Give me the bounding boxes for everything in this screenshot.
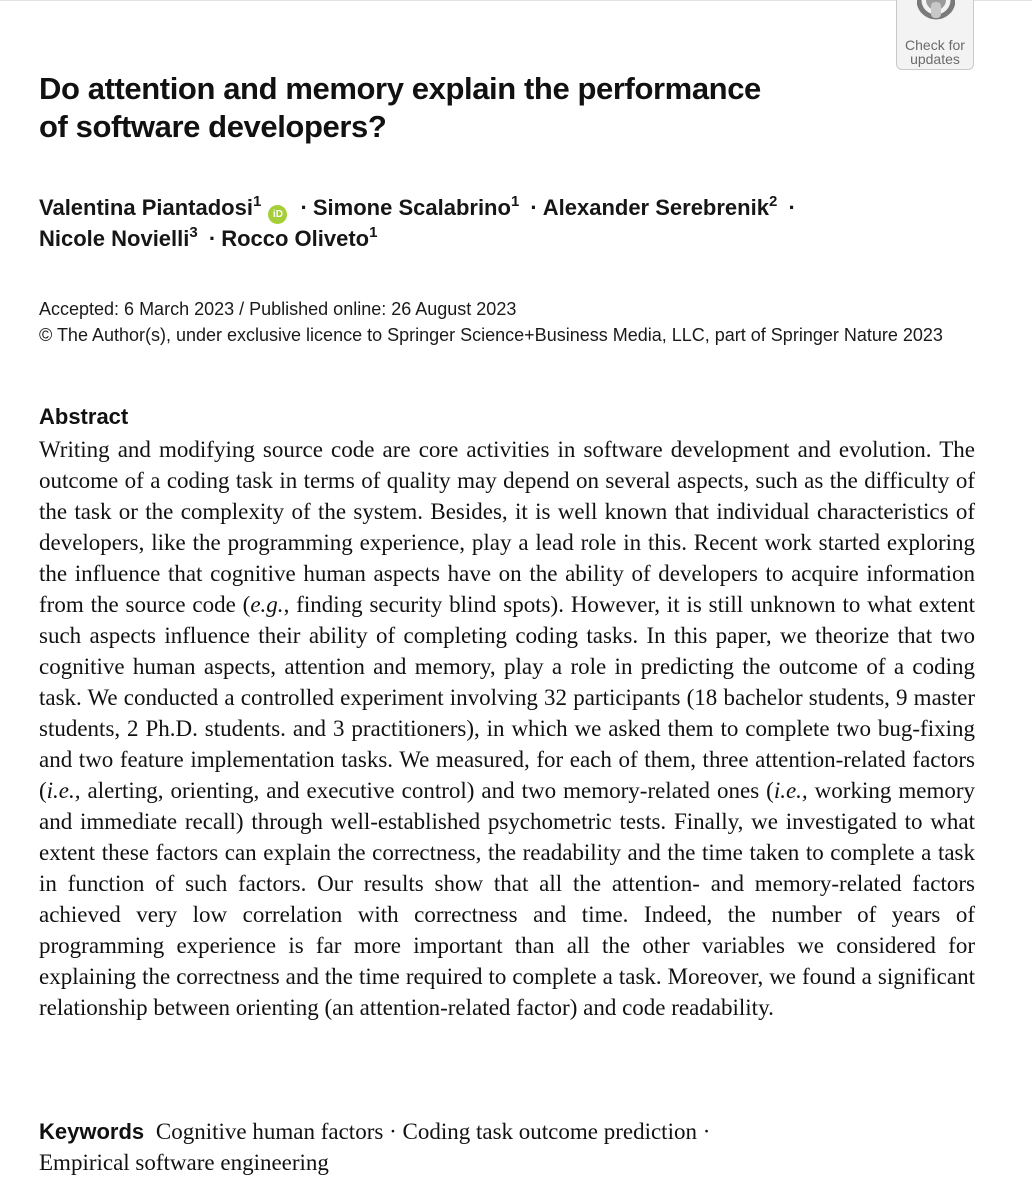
author-separator: · [530,195,538,220]
author-separator: · [300,195,308,220]
copyright-notice: © The Author(s), under exclusive licence to Springer Science+Business Media, LLC, part of Springer Nature 2023 [39,325,943,345]
affiliation-mark: 2 [768,192,778,210]
abstract-italic: i.e., [46,778,81,803]
keyword: Empirical software engineering [39,1150,329,1175]
affiliation-mark: 3 [189,223,198,241]
affiliation-mark: 1 [369,223,378,241]
publication-dates: Accepted: 6 March 2023 / Published online: 26 August 2023 [39,299,517,319]
keyword: Cognitive human factors [155,1119,384,1144]
abstract-text: working memory and immediate recall) through well-established psychometric tests. Finally, we investigated to what extent these factors can explain the correctness, the readability and the time taken to complete a task in function of such factors. Our results show that all the attention- and memory-related factors achieved very low correlation with correctness and time. Indeed, the number of years of programming experience is far more important than all the other variables we considered for explaining the correctness and the time required to complete a task. Moreover, we found a significant relationship between orienting (an attention-related factor) and code readability. [39,778,975,1020]
author-name[interactable]: Simone Scalabrino [312,195,511,220]
affiliation-mark: 1 [510,192,520,210]
keyword-separator: · [389,1119,397,1144]
author-name[interactable]: Alexander Serebrenik [542,195,769,220]
author-list [39,193,939,254]
affiliation-mark: 1 [252,192,262,210]
abstract-italic: i.e., [773,778,808,803]
keyword: Coding task outcome prediction [402,1119,697,1144]
abstract-italic: e.g. [250,592,284,617]
author-separator: · [208,226,217,251]
abstract-body [39,434,975,1023]
orcid-icon[interactable]: iD [268,205,287,224]
publication-info [39,296,999,348]
top-rule [0,0,1032,1]
title-line-2: of software developers? [39,109,387,144]
paper-title [39,70,761,146]
abstract-text: Writing and modifying source code are core activities in software development and evolution. The outcome of a coding task in terms of quality may depend on several aspects, such as the difficulty of the task or the complexity of the system. Besides, it is well known that individual characteristics of developers, like the programming experience, play a lead role in this. Recent work started exploring the influence that cognitive human aspects have on the ability of developers to acquire information from the source code ( [39,437,975,617]
keyword-separator: · [702,1119,711,1144]
keywords-label: Keywords [39,1119,145,1144]
author-name[interactable]: Valentina Piantadosi [39,195,253,220]
badge-line-1: Check for [905,37,965,53]
author-name[interactable]: Nicole Novielli [39,226,190,251]
author-separator: · [788,195,796,220]
check-for-updates-badge[interactable] [896,0,974,70]
keywords [39,1116,969,1178]
author-name[interactable]: Rocco Oliveto [221,226,370,251]
abstract-text: , finding security blind spots). However, it is still unknown to what extent such aspects influence their ability of completing coding tasks. In this paper, we theorize that two cognitive human aspects, attention and memory, play a role in predicting the outcome of a coding task. We conducted a controlled experiment involving 32 participants (18 bachelor students, 9 master students, 2 Ph.D. students. and 3 practitioners), in which we asked them to complete two bug-fixing and two feature implementation tasks. We measured, for each of them, three attention-related factors ( [39,592,975,803]
title-line-1: Do attention and memory explain the performance [39,71,761,106]
badge-line-2: updates [910,51,960,67]
crossmark-icon [917,0,955,39]
abstract-heading: Abstract [39,404,129,429]
abstract-text: alerting, orienting, and executive control) and two memory-related ones ( [80,778,774,803]
